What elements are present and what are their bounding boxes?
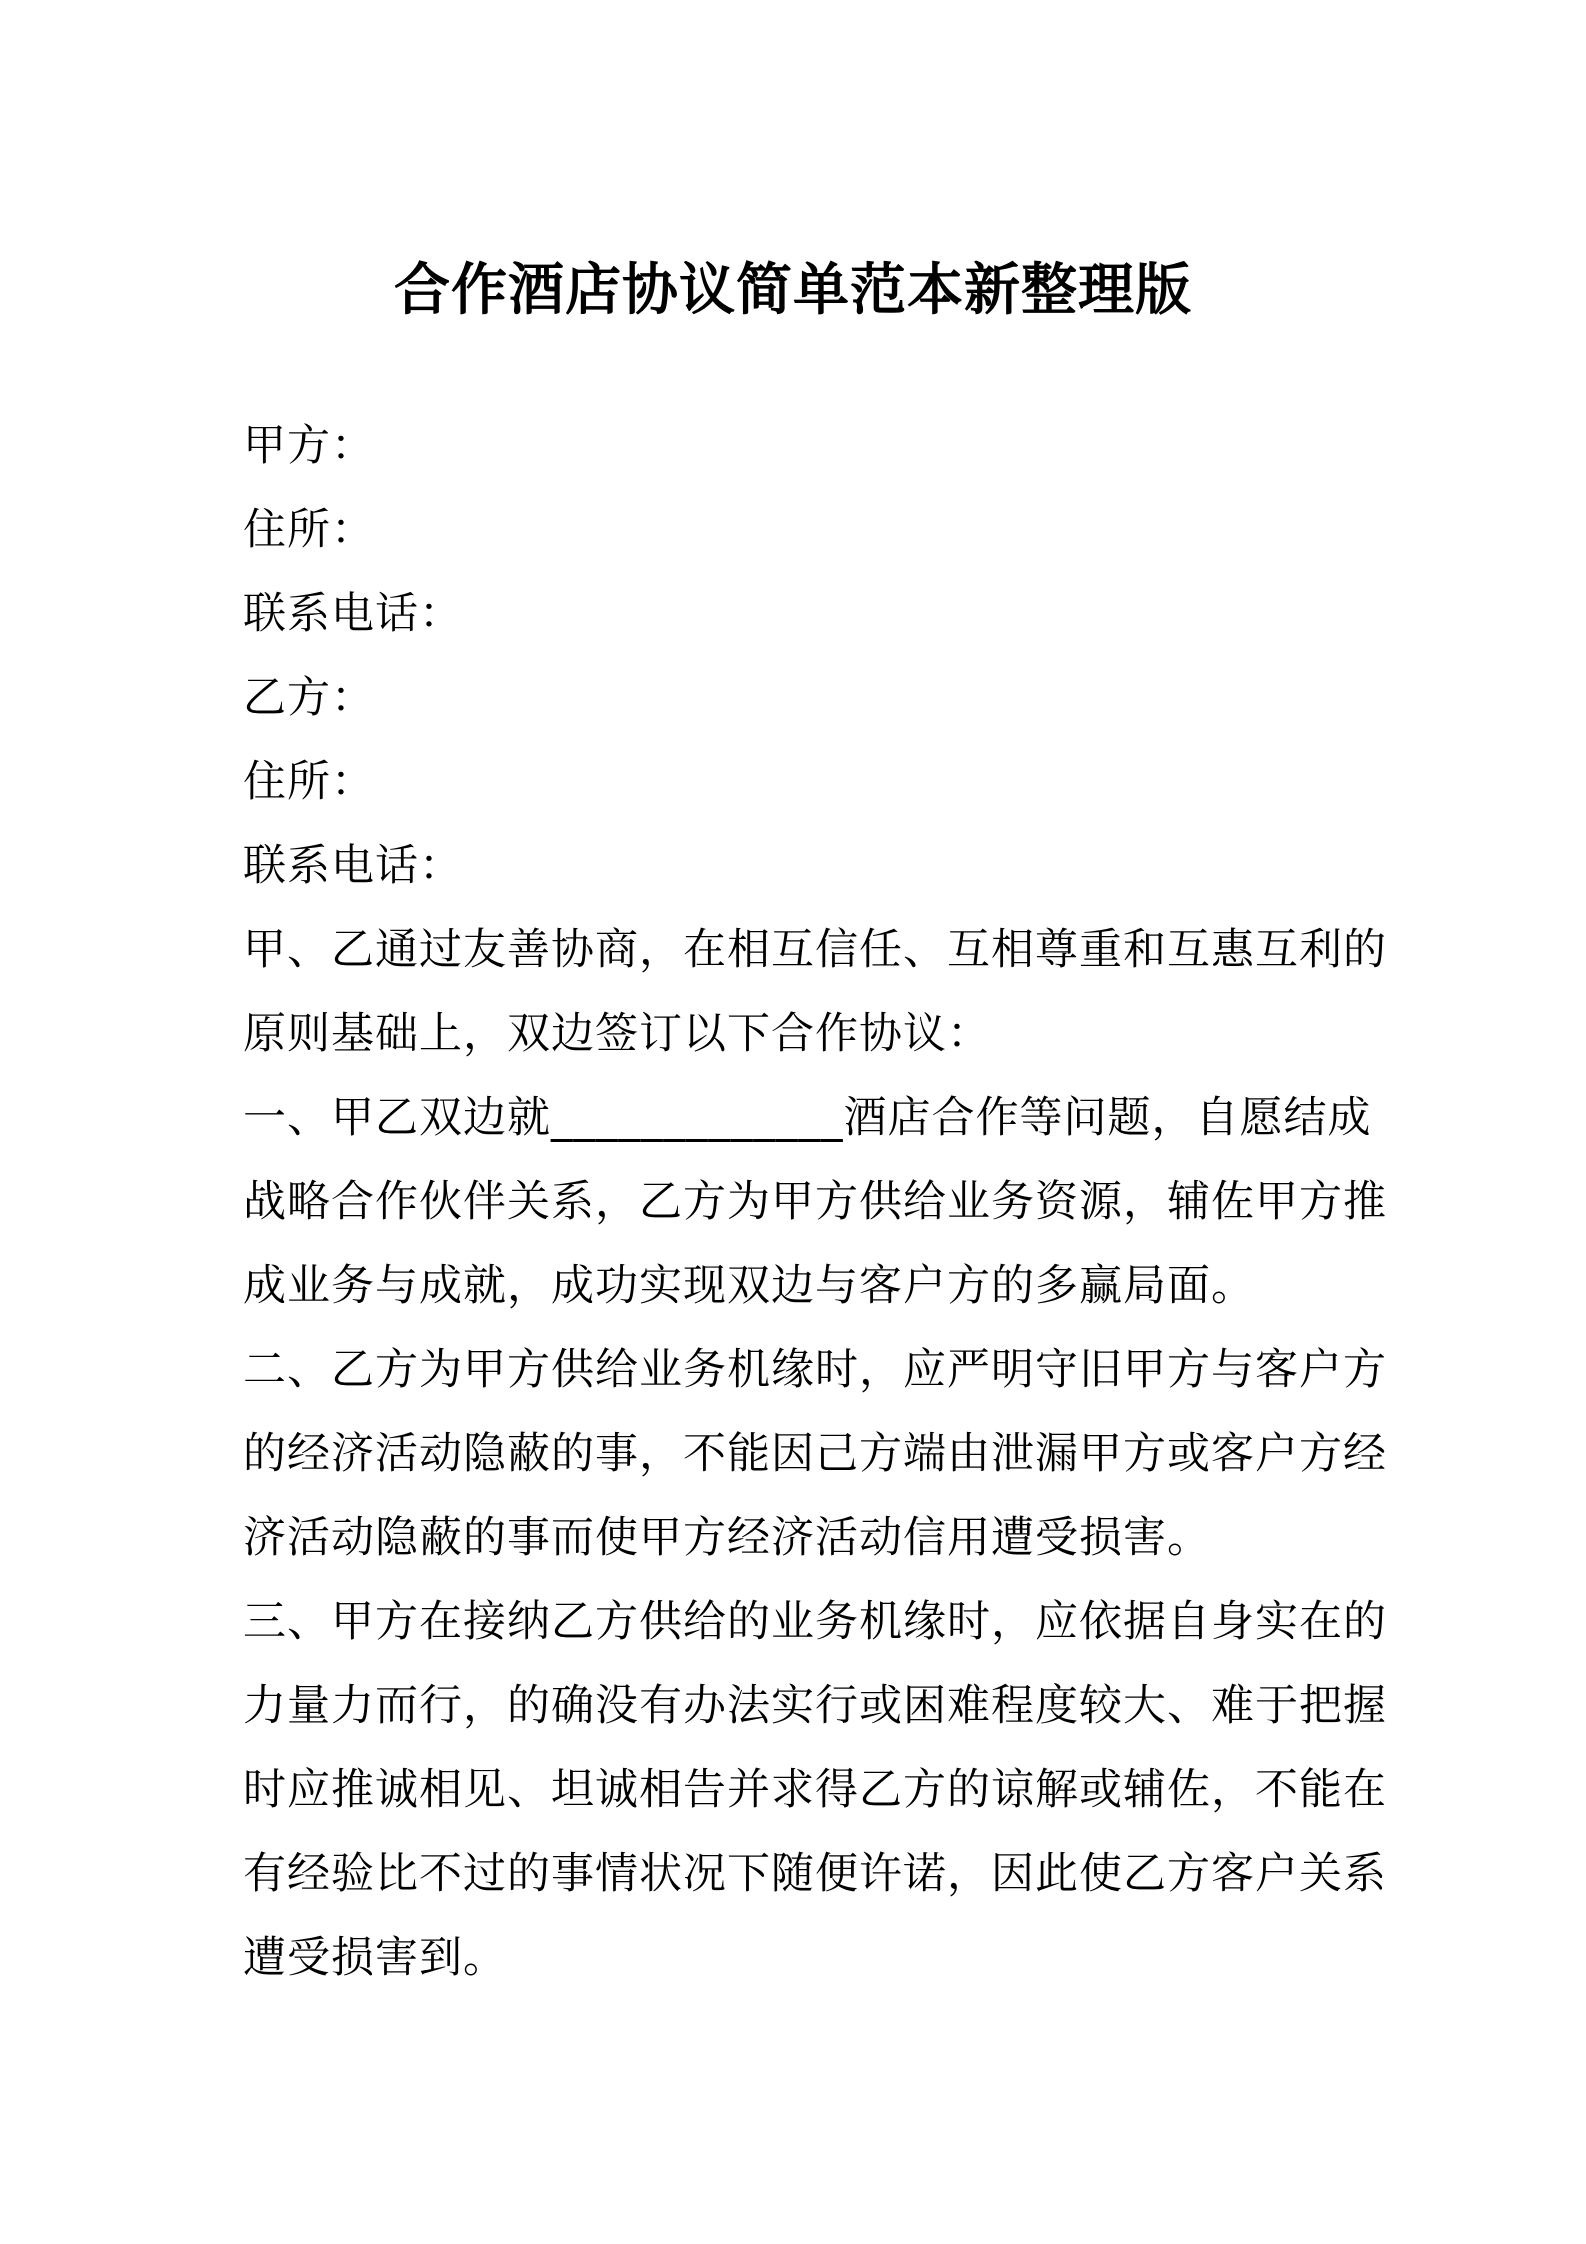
- party-b-label: 乙方：: [243, 673, 375, 723]
- clause-1-line-3: 成业务与成就，成功实现双边与客户方的多赢局面。: [243, 1261, 1255, 1311]
- party-b-phone-label: 联系电话：: [243, 841, 463, 891]
- clause-3-line-1: 三、甲方在接纳乙方供给的业务机缘时，应依据自身实在的: [243, 1597, 1387, 1647]
- clause-1-line-1: 一、甲乙双边就_____________酒店合作等问题，自愿结成: [243, 1093, 1372, 1143]
- clause-3-line-2: 力量力而行，的确没有办法实行或困难程度较大、难于把握: [243, 1681, 1387, 1731]
- clause-3-line-3: 时应推诚相见、坦诚相告并求得乙方的谅解或辅佐，不能在: [243, 1765, 1387, 1815]
- document-body: [243, 404, 1387, 2000]
- party-b-address-label: 住所：: [243, 757, 375, 807]
- clause-3-line-5: 遭受损害到。: [243, 1933, 507, 1983]
- clause-2-line-3: 济活动隐蔽的事而使甲方经济活动信用遭受损害。: [243, 1513, 1211, 1563]
- clause-2-line-2: 的经济活动隐蔽的事，不能因己方端由泄漏甲方或客户方经: [243, 1429, 1387, 1479]
- clause-1-line-2: 战略合作伙伴关系，乙方为甲方供给业务资源，辅佐甲方推: [243, 1177, 1387, 1227]
- preamble-line-2: 原则基础上，双边签订以下合作协议：: [243, 1009, 991, 1059]
- party-a-phone-label: 联系电话：: [243, 589, 463, 639]
- clause-3-line-4: 有经验比不过的事情状况下随便许诺，因此使乙方客户关系: [243, 1849, 1387, 1899]
- document-title: 合作酒店协议简单范本新整理版: [394, 258, 1192, 323]
- party-a-address-label: 住所：: [243, 505, 375, 555]
- preamble-line-1: 甲、乙通过友善协商，在相互信任、互相尊重和互惠互利的: [243, 925, 1387, 975]
- party-a-label: 甲方：: [243, 421, 375, 471]
- clause-2-line-1: 二、乙方为甲方供给业务机缘时，应严明守旧甲方与客户方: [243, 1345, 1387, 1395]
